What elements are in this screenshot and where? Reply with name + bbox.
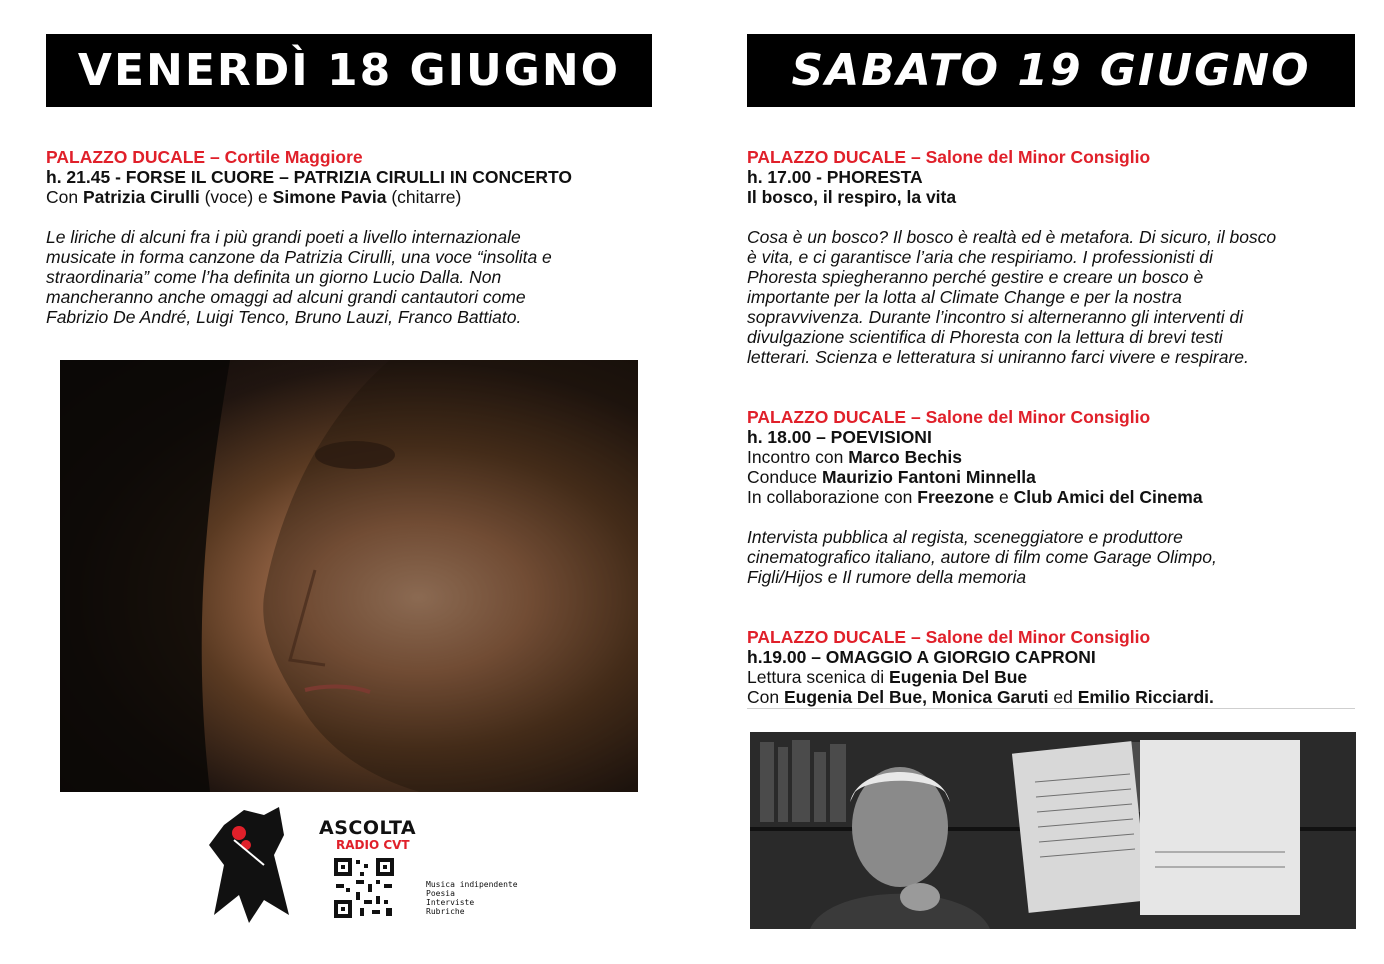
event-guest: Incontro con Marco Bechis xyxy=(747,447,962,467)
description-line: mancheranno anche omaggi ad alcuni grandi cantautori come xyxy=(46,287,526,307)
description-line: Intervista pubblica al regista, sceneggiatore e produttore xyxy=(747,527,1183,547)
venue: PALAZZO DUCALE – Cortile Maggiore xyxy=(46,147,363,167)
description-line: Fabrizio De André, Luigi Tenco, Bruno Lauzi, Franco Battiato. xyxy=(46,307,522,327)
portrait-photo-giorgio-caproni xyxy=(750,732,1356,929)
radio-tags: Musica indipendente Poesia Interviste Rubriche xyxy=(426,880,518,916)
description-line: è vita, e ci garantisce l’aria che respiriamo. I professionisti di xyxy=(747,247,1213,267)
event-credits: Con Patrizia Cirulli (voce) e Simone Pavia (chitarre) xyxy=(46,187,462,207)
event-title: h. 18.00 – POEVISIONI xyxy=(747,427,932,447)
description-line: Phoresta spiegheranno perché gestire e creare un bosco è xyxy=(747,267,1204,287)
friday-banner: VENERDÌ 18 GIUGNO xyxy=(46,34,652,107)
event-host: Conduce Maurizio Fantoni Minnella xyxy=(747,467,1036,487)
event-subtitle: Il bosco, il respiro, la vita xyxy=(747,187,957,207)
qr-code-icon[interactable] xyxy=(332,856,396,920)
right-column xyxy=(747,0,1355,964)
description-line: Cosa è un bosco? Il bosco è realtà ed è metafora. Di sicuro, il bosco xyxy=(747,227,1277,247)
radio-cvt-label: RADIO CVT xyxy=(336,838,410,852)
festival-logo-icon xyxy=(204,805,304,923)
saturday-banner: SABATO 19 GIUGNO xyxy=(747,34,1355,107)
description-line: musicate in forma canzone da Patrizia Cirulli, una voce “insolita e xyxy=(46,247,552,267)
event-title: h. 21.45 - FORSE IL CUORE – PATRIZIA CIRULLI IN CONCERTO xyxy=(46,167,573,187)
description-line: straordinaria” come l’ha definita un giorno Lucio Dalla. Non xyxy=(46,267,502,287)
description-line: sopravvivenza. Durante l’incontro si alterneranno gli interventi di xyxy=(747,307,1244,327)
friday-event xyxy=(46,147,652,327)
venue: PALAZZO DUCALE – Salone del Minor Consiglio xyxy=(747,407,1151,427)
event-cast: Con Eugenia Del Bue, Monica Garuti ed Emilio Ricciardi. xyxy=(747,687,1214,707)
event-phoresta xyxy=(747,147,1355,367)
ascolta-label: ASCOLTA xyxy=(319,817,417,839)
description-line: cinematografico italiano, autore di film come Garage Olimpo, xyxy=(747,547,1217,567)
portrait-photo-patrizia-cirulli xyxy=(60,360,638,792)
description-line: importante per la lotta al Climate Change e per la nostra xyxy=(747,287,1182,307)
divider xyxy=(747,708,1355,709)
venue: PALAZZO DUCALE – Salone del Minor Consiglio xyxy=(747,147,1151,167)
description-line: Le liriche di alcuni fra i più grandi poeti a livello internazionale xyxy=(46,227,521,247)
event-title: h.19.00 – OMAGGIO A GIORGIO CAPRONI xyxy=(747,647,1096,667)
event-caproni xyxy=(747,627,1355,707)
description-line: divulgazione scientifica di Phoresta con la lettura di brevi testi xyxy=(747,327,1223,347)
event-title: h. 17.00 - PHORESTA xyxy=(747,167,923,187)
event-partners: In collaborazione con Freezone e Club Amici del Cinema xyxy=(747,487,1203,507)
description-line: letterari. Scienza e letteratura si uniranno farci vivere e respirare. xyxy=(747,347,1249,367)
left-column xyxy=(46,0,652,964)
event-reading: Lettura scenica di Eugenia Del Bue xyxy=(747,667,1028,687)
venue: PALAZZO DUCALE – Salone del Minor Consiglio xyxy=(747,627,1151,647)
event-poevisioni xyxy=(747,407,1355,587)
description-line: Figli/Hijos e Il rumore della memoria xyxy=(747,567,1027,587)
